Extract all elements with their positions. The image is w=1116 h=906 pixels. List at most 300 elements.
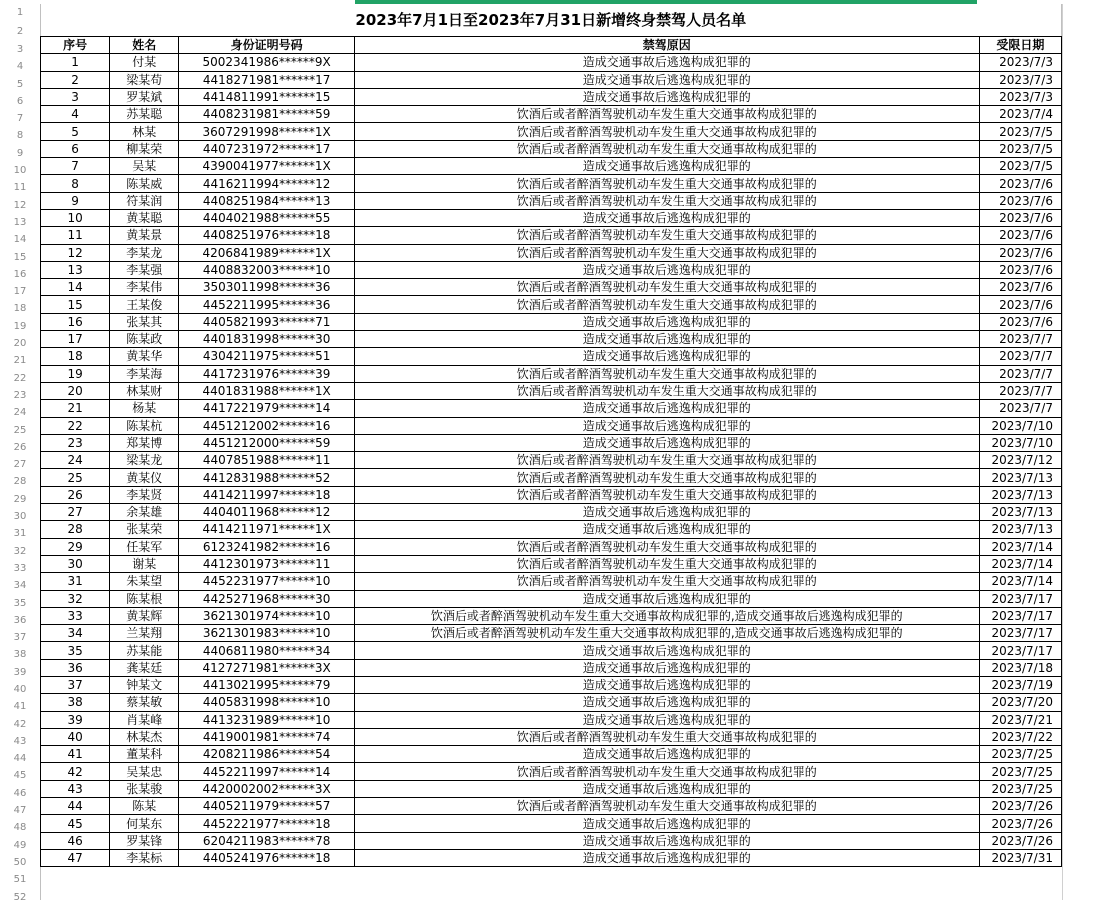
cell-name[interactable]: 吴某忠 bbox=[110, 763, 179, 780]
row-number[interactable]: 18 bbox=[13, 303, 27, 315]
cell-reason[interactable]: 造成交通事故后逃逸构成犯罪的 bbox=[354, 521, 979, 538]
cell-name[interactable]: 林某财 bbox=[110, 382, 179, 399]
sheet-title[interactable]: 2023年7月1日至2023年7月31日新增终身禁驾人员名单 bbox=[41, 4, 1062, 37]
cell-name[interactable]: 李某龙 bbox=[110, 244, 179, 261]
cell-date[interactable]: 2023/7/3 bbox=[979, 54, 1061, 71]
cell-name[interactable]: 梁某苟 bbox=[110, 71, 179, 88]
cell-id[interactable]: 4406811980******34 bbox=[179, 642, 355, 659]
cell-seq[interactable]: 39 bbox=[41, 711, 110, 728]
cell-date[interactable]: 2023/7/7 bbox=[979, 348, 1061, 365]
cell-date[interactable]: 2023/7/10 bbox=[979, 417, 1061, 434]
cell-date[interactable]: 2023/7/3 bbox=[979, 88, 1061, 105]
cell-reason[interactable]: 饮酒后或者醉酒驾驶机动车发生重大交通事故构成犯罪的 bbox=[354, 279, 979, 296]
cell-date[interactable]: 2023/7/21 bbox=[979, 711, 1061, 728]
cell-date[interactable]: 2023/7/6 bbox=[979, 296, 1061, 313]
cell-seq[interactable]: 45 bbox=[41, 815, 110, 832]
cell-reason[interactable]: 造成交通事故后逃逸构成犯罪的 bbox=[354, 348, 979, 365]
empty-cell[interactable] bbox=[179, 867, 355, 884]
cell-name[interactable]: 梁某龙 bbox=[110, 452, 179, 469]
cell-date[interactable]: 2023/7/13 bbox=[979, 521, 1061, 538]
cell-id[interactable]: 6204211983******78 bbox=[179, 832, 355, 849]
cell-id[interactable]: 4452221977******18 bbox=[179, 815, 355, 832]
cell-seq[interactable]: 12 bbox=[41, 244, 110, 261]
row-number[interactable]: 1 bbox=[16, 7, 24, 18]
cell-id[interactable]: 4417231976******39 bbox=[179, 365, 355, 382]
cell-reason[interactable]: 饮酒后或者醉酒驾驶机动车发生重大交通事故构成犯罪的 bbox=[354, 469, 979, 486]
row-number[interactable]: 25 bbox=[13, 424, 27, 436]
cell-date[interactable]: 2023/7/7 bbox=[979, 365, 1061, 382]
cell-id[interactable]: 4405821993******71 bbox=[179, 313, 355, 330]
cell-date[interactable]: 2023/7/14 bbox=[979, 573, 1061, 590]
cell-reason[interactable]: 饮酒后或者醉酒驾驶机动车发生重大交通事故构成犯罪的 bbox=[354, 798, 979, 815]
cell-reason[interactable]: 饮酒后或者醉酒驾驶机动车发生重大交通事故构成犯罪的 bbox=[354, 106, 979, 123]
cell-id[interactable]: 3503011998******36 bbox=[179, 279, 355, 296]
row-number[interactable]: 4 bbox=[16, 61, 24, 73]
cell-reason[interactable]: 饮酒后或者醉酒驾驶机动车发生重大交通事故构成犯罪的 bbox=[354, 538, 979, 555]
header-cell-seq[interactable]: 序号 bbox=[41, 37, 110, 54]
row-number[interactable]: 17 bbox=[13, 286, 27, 298]
cell-id[interactable]: 4419001981******74 bbox=[179, 728, 355, 745]
cell-date[interactable]: 2023/7/20 bbox=[979, 694, 1061, 711]
cell-date[interactable]: 2023/7/22 bbox=[979, 728, 1061, 745]
row-number[interactable]: 3 bbox=[16, 44, 24, 55]
cell-seq[interactable]: 17 bbox=[41, 331, 110, 348]
header-cell-id[interactable]: 身份证明号码 bbox=[179, 37, 355, 54]
cell-seq[interactable]: 27 bbox=[41, 504, 110, 521]
row-number[interactable]: 52 bbox=[13, 891, 27, 903]
cell-name[interactable]: 李某贤 bbox=[110, 486, 179, 503]
cell-seq[interactable]: 4 bbox=[41, 106, 110, 123]
header-cell-date[interactable]: 受限日期 bbox=[979, 37, 1061, 54]
cell-id[interactable]: 4405831998******10 bbox=[179, 694, 355, 711]
cell-name[interactable]: 李某伟 bbox=[110, 279, 179, 296]
empty-cell[interactable] bbox=[110, 867, 179, 884]
cell-name[interactable]: 付某 bbox=[110, 54, 179, 71]
cell-id[interactable]: 3607291998******1X bbox=[179, 123, 355, 140]
cell-id[interactable]: 4452211997******14 bbox=[179, 763, 355, 780]
cell-date[interactable]: 2023/7/13 bbox=[979, 504, 1061, 521]
cell-reason[interactable]: 饮酒后或者醉酒驾驶机动车发生重大交通事故构成犯罪的,造成交通事故后逃逸构成犯罪的 bbox=[354, 625, 979, 642]
cell-id[interactable]: 4412831988******52 bbox=[179, 469, 355, 486]
cell-name[interactable]: 符某润 bbox=[110, 192, 179, 209]
row-number[interactable]: 2 bbox=[16, 26, 24, 37]
cell-seq[interactable]: 30 bbox=[41, 555, 110, 572]
cell-id[interactable]: 4451212000******59 bbox=[179, 434, 355, 451]
cell-id[interactable]: 4127271981******3X bbox=[179, 659, 355, 676]
cell-id[interactable]: 4413231989******10 bbox=[179, 711, 355, 728]
table-row bbox=[41, 521, 1062, 538]
cell-date[interactable]: 2023/7/19 bbox=[979, 676, 1061, 693]
cell-reason[interactable]: 饮酒后或者醉酒驾驶机动车发生重大交通事故构成犯罪的 bbox=[354, 175, 979, 192]
header-cell-reason[interactable]: 禁驾原因 bbox=[354, 37, 979, 54]
cell-reason[interactable]: 饮酒后或者醉酒驾驶机动车发生重大交通事故构成犯罪的 bbox=[354, 140, 979, 157]
cell-id[interactable]: 5002341986******9X bbox=[179, 54, 355, 71]
cell-name[interactable]: 陈某政 bbox=[110, 331, 179, 348]
cell-date[interactable]: 2023/7/5 bbox=[979, 123, 1061, 140]
row-number[interactable]: 47 bbox=[13, 805, 27, 817]
cell-seq[interactable]: 16 bbox=[41, 313, 110, 330]
row-number[interactable]: 51 bbox=[13, 874, 27, 886]
cell-name[interactable]: 陈某杭 bbox=[110, 417, 179, 434]
cell-seq[interactable]: 42 bbox=[41, 763, 110, 780]
cell-reason[interactable]: 造成交通事故后逃逸构成犯罪的 bbox=[354, 832, 979, 849]
cell-id[interactable]: 4408251984******13 bbox=[179, 192, 355, 209]
cell-date[interactable]: 2023/7/31 bbox=[979, 849, 1061, 866]
cell-seq[interactable]: 22 bbox=[41, 417, 110, 434]
cell-seq[interactable]: 10 bbox=[41, 209, 110, 226]
cell-name[interactable]: 黄某辉 bbox=[110, 607, 179, 624]
cell-id[interactable]: 4408832003******10 bbox=[179, 261, 355, 278]
cell-seq[interactable]: 34 bbox=[41, 625, 110, 642]
cell-name[interactable]: 杨某 bbox=[110, 400, 179, 417]
row-number[interactable]: 12 bbox=[13, 199, 27, 211]
cell-date[interactable]: 2023/7/25 bbox=[979, 763, 1061, 780]
cell-date[interactable]: 2023/7/18 bbox=[979, 659, 1061, 676]
row-number[interactable]: 27 bbox=[13, 459, 27, 471]
row-number[interactable]: 7 bbox=[16, 113, 24, 125]
cell-seq[interactable]: 18 bbox=[41, 348, 110, 365]
cell-seq[interactable]: 29 bbox=[41, 538, 110, 555]
cell-reason[interactable]: 造成交通事故后逃逸构成犯罪的 bbox=[354, 780, 979, 797]
row-number[interactable]: 26 bbox=[13, 441, 27, 453]
row-number[interactable]: 19 bbox=[13, 320, 27, 332]
cell-date[interactable]: 2023/7/12 bbox=[979, 452, 1061, 469]
row-number[interactable]: 42 bbox=[13, 718, 27, 730]
cell-seq[interactable]: 7 bbox=[41, 158, 110, 175]
cell-name[interactable]: 董某科 bbox=[110, 746, 179, 763]
cell-id[interactable]: 6123241982******16 bbox=[179, 538, 355, 555]
cell-name[interactable]: 李某海 bbox=[110, 365, 179, 382]
cell-name[interactable]: 张某骏 bbox=[110, 780, 179, 797]
cell-id[interactable]: 4451212002******16 bbox=[179, 417, 355, 434]
cell-name[interactable]: 柳某荣 bbox=[110, 140, 179, 157]
cell-id[interactable]: 4418271981******17 bbox=[179, 71, 355, 88]
cell-seq[interactable]: 13 bbox=[41, 261, 110, 278]
cell-id[interactable]: 4404011968******12 bbox=[179, 504, 355, 521]
cell-date[interactable]: 2023/7/6 bbox=[979, 261, 1061, 278]
cell-id[interactable]: 4407231972******17 bbox=[179, 140, 355, 157]
cell-date[interactable]: 2023/7/14 bbox=[979, 538, 1061, 555]
cell-date[interactable]: 2023/7/6 bbox=[979, 313, 1061, 330]
cell-seq[interactable]: 44 bbox=[41, 798, 110, 815]
row-number[interactable]: 23 bbox=[13, 389, 27, 401]
cell-id[interactable]: 4414811991******15 bbox=[179, 88, 355, 105]
cell-reason[interactable]: 饮酒后或者醉酒驾驶机动车发生重大交通事故构成犯罪的 bbox=[354, 365, 979, 382]
cell-date[interactable]: 2023/7/26 bbox=[979, 798, 1061, 815]
cell-reason[interactable]: 造成交通事故后逃逸构成犯罪的 bbox=[354, 676, 979, 693]
row-number[interactable]: 38 bbox=[13, 649, 27, 661]
cell-seq[interactable]: 1 bbox=[41, 54, 110, 71]
cell-reason[interactable]: 饮酒后或者醉酒驾驶机动车发生重大交通事故构成犯罪的 bbox=[354, 763, 979, 780]
cell-reason[interactable]: 饮酒后或者醉酒驾驶机动车发生重大交通事故构成犯罪的 bbox=[354, 192, 979, 209]
cell-name[interactable]: 陈某 bbox=[110, 798, 179, 815]
cell-reason[interactable]: 造成交通事故后逃逸构成犯罪的 bbox=[354, 849, 979, 866]
cell-date[interactable]: 2023/7/17 bbox=[979, 590, 1061, 607]
cell-id[interactable]: 4413021995******79 bbox=[179, 676, 355, 693]
cell-id[interactable]: 4208211986******54 bbox=[179, 746, 355, 763]
row-number[interactable]: 35 bbox=[13, 597, 27, 609]
cell-seq[interactable]: 37 bbox=[41, 676, 110, 693]
row-number[interactable]: 45 bbox=[13, 770, 27, 782]
row-number[interactable]: 11 bbox=[13, 182, 27, 194]
row-number[interactable]: 22 bbox=[13, 372, 27, 384]
cell-date[interactable]: 2023/7/6 bbox=[979, 209, 1061, 226]
row-number[interactable]: 50 bbox=[13, 856, 27, 868]
cell-reason[interactable]: 造成交通事故后逃逸构成犯罪的 bbox=[354, 209, 979, 226]
row-number[interactable]: 41 bbox=[13, 701, 27, 713]
cell-seq[interactable]: 47 bbox=[41, 849, 110, 866]
cell-name[interactable]: 林某杰 bbox=[110, 728, 179, 745]
cell-id[interactable]: 4416211994******12 bbox=[179, 175, 355, 192]
cell-date[interactable]: 2023/7/17 bbox=[979, 607, 1061, 624]
cell-date[interactable]: 2023/7/5 bbox=[979, 158, 1061, 175]
cell-name[interactable]: 郑某博 bbox=[110, 434, 179, 451]
cell-reason[interactable]: 饮酒后或者醉酒驾驶机动车发生重大交通事故构成犯罪的 bbox=[354, 123, 979, 140]
cell-seq[interactable]: 15 bbox=[41, 296, 110, 313]
cell-date[interactable]: 2023/7/4 bbox=[979, 106, 1061, 123]
cell-name[interactable]: 黄某华 bbox=[110, 348, 179, 365]
empty-cell[interactable] bbox=[41, 867, 110, 884]
cell-reason[interactable]: 造成交通事故后逃逸构成犯罪的 bbox=[354, 711, 979, 728]
row-number[interactable]: 15 bbox=[13, 251, 27, 263]
cell-date[interactable]: 2023/7/13 bbox=[979, 486, 1061, 503]
cell-reason[interactable]: 造成交通事故后逃逸构成犯罪的 bbox=[354, 434, 979, 451]
cell-reason[interactable]: 造成交通事故后逃逸构成犯罪的 bbox=[354, 71, 979, 88]
cell-date[interactable]: 2023/7/17 bbox=[979, 642, 1061, 659]
cell-id[interactable]: 4412301973******11 bbox=[179, 555, 355, 572]
cell-reason[interactable]: 造成交通事故后逃逸构成犯罪的 bbox=[354, 331, 979, 348]
cell-id[interactable]: 3621301983******10 bbox=[179, 625, 355, 642]
cell-name[interactable]: 罗某斌 bbox=[110, 88, 179, 105]
cell-name[interactable]: 吴某 bbox=[110, 158, 179, 175]
table-row bbox=[41, 815, 1062, 832]
cell-seq[interactable]: 36 bbox=[41, 659, 110, 676]
cell-date[interactable]: 2023/7/13 bbox=[979, 469, 1061, 486]
empty-cell[interactable] bbox=[354, 867, 979, 884]
cell-seq[interactable]: 32 bbox=[41, 590, 110, 607]
row-number[interactable]: 40 bbox=[13, 683, 27, 695]
cell-id[interactable]: 4401831988******1X bbox=[179, 382, 355, 399]
cell-seq[interactable]: 28 bbox=[41, 521, 110, 538]
cell-name[interactable]: 任某军 bbox=[110, 538, 179, 555]
cell-date[interactable]: 2023/7/7 bbox=[979, 382, 1061, 399]
cell-id[interactable]: 4417221979******14 bbox=[179, 400, 355, 417]
cell-reason[interactable]: 饮酒后或者醉酒驾驶机动车发生重大交通事故构成犯罪的 bbox=[354, 296, 979, 313]
cell-id[interactable]: 3621301974******10 bbox=[179, 607, 355, 624]
cell-id[interactable]: 4401831998******30 bbox=[179, 331, 355, 348]
cell-seq[interactable]: 8 bbox=[41, 175, 110, 192]
cell-date[interactable]: 2023/7/25 bbox=[979, 780, 1061, 797]
cell-seq[interactable]: 26 bbox=[41, 486, 110, 503]
cell-id[interactable]: 4405211979******57 bbox=[179, 798, 355, 815]
cell-reason[interactable]: 造成交通事故后逃逸构成犯罪的 bbox=[354, 417, 979, 434]
cell-name[interactable]: 苏某能 bbox=[110, 642, 179, 659]
cell-name[interactable]: 钟某文 bbox=[110, 676, 179, 693]
cell-reason[interactable]: 造成交通事故后逃逸构成犯罪的 bbox=[354, 815, 979, 832]
row-number[interactable]: 46 bbox=[13, 787, 27, 799]
cell-seq[interactable]: 46 bbox=[41, 832, 110, 849]
cell-seq[interactable]: 31 bbox=[41, 573, 110, 590]
row-number[interactable]: 37 bbox=[13, 632, 27, 644]
cell-seq[interactable]: 19 bbox=[41, 365, 110, 382]
cell-reason[interactable]: 造成交通事故后逃逸构成犯罪的 bbox=[354, 746, 979, 763]
cell-seq[interactable]: 24 bbox=[41, 452, 110, 469]
row-number[interactable]: 28 bbox=[13, 476, 27, 488]
row-number[interactable]: 5 bbox=[16, 78, 24, 90]
row-number[interactable]: 32 bbox=[13, 545, 27, 557]
cell-date[interactable]: 2023/7/26 bbox=[979, 815, 1061, 832]
cell-reason[interactable]: 造成交通事故后逃逸构成犯罪的 bbox=[354, 158, 979, 175]
row-number[interactable]: 21 bbox=[13, 355, 27, 367]
cell-reason[interactable]: 饮酒后或者醉酒驾驶机动车发生重大交通事故构成犯罪的 bbox=[354, 382, 979, 399]
cell-id[interactable]: 4404021988******55 bbox=[179, 209, 355, 226]
cell-seq[interactable]: 20 bbox=[41, 382, 110, 399]
cell-name[interactable]: 林某 bbox=[110, 123, 179, 140]
row-number[interactable]: 49 bbox=[13, 839, 27, 851]
cell-id[interactable]: 4452231977******10 bbox=[179, 573, 355, 590]
row-number[interactable]: 30 bbox=[13, 511, 27, 523]
cell-seq[interactable]: 35 bbox=[41, 642, 110, 659]
cell-name[interactable]: 李某标 bbox=[110, 849, 179, 866]
row-number[interactable]: 39 bbox=[13, 666, 27, 678]
cell-seq[interactable]: 11 bbox=[41, 227, 110, 244]
cell-name[interactable]: 蔡某敏 bbox=[110, 694, 179, 711]
cell-name[interactable]: 谢某 bbox=[110, 555, 179, 572]
cell-id[interactable]: 4407851988******11 bbox=[179, 452, 355, 469]
cell-reason[interactable]: 造成交通事故后逃逸构成犯罪的 bbox=[354, 694, 979, 711]
row-number[interactable]: 10 bbox=[13, 165, 27, 177]
cell-seq[interactable]: 9 bbox=[41, 192, 110, 209]
cell-id[interactable]: 4304211975******51 bbox=[179, 348, 355, 365]
row-number[interactable]: 24 bbox=[13, 407, 27, 419]
cell-seq[interactable]: 43 bbox=[41, 780, 110, 797]
cell-seq[interactable]: 23 bbox=[41, 434, 110, 451]
cell-date[interactable]: 2023/7/6 bbox=[979, 279, 1061, 296]
cell-id[interactable]: 4420002002******3X bbox=[179, 780, 355, 797]
cell-name[interactable]: 陈某威 bbox=[110, 175, 179, 192]
row-number[interactable]: 13 bbox=[13, 216, 27, 228]
cell-reason[interactable]: 饮酒后或者醉酒驾驶机动车发生重大交通事故构成犯罪的 bbox=[354, 573, 979, 590]
cell-name[interactable]: 陈某根 bbox=[110, 590, 179, 607]
row-number[interactable]: 6 bbox=[16, 95, 24, 107]
row-number[interactable]: 44 bbox=[13, 753, 27, 765]
cell-date[interactable]: 2023/7/6 bbox=[979, 227, 1061, 244]
cell-reason[interactable]: 造成交通事故后逃逸构成犯罪的 bbox=[354, 313, 979, 330]
cell-date[interactable]: 2023/7/6 bbox=[979, 244, 1061, 261]
row-number[interactable]: 48 bbox=[13, 822, 27, 834]
cell-id[interactable]: 4206841989******1X bbox=[179, 244, 355, 261]
cell-seq[interactable]: 14 bbox=[41, 279, 110, 296]
cell-seq[interactable]: 40 bbox=[41, 728, 110, 745]
cell-id[interactable]: 4414211997******18 bbox=[179, 486, 355, 503]
cell-reason[interactable]: 饮酒后或者醉酒驾驶机动车发生重大交通事故构成犯罪的 bbox=[354, 227, 979, 244]
cell-seq[interactable]: 25 bbox=[41, 469, 110, 486]
cell-reason[interactable]: 造成交通事故后逃逸构成犯罪的 bbox=[354, 54, 979, 71]
cell-reason[interactable]: 造成交通事故后逃逸构成犯罪的 bbox=[354, 261, 979, 278]
cell-date[interactable]: 2023/7/7 bbox=[979, 400, 1061, 417]
cell-id[interactable]: 4405241976******18 bbox=[179, 849, 355, 866]
cell-date[interactable]: 2023/7/7 bbox=[979, 331, 1061, 348]
cell-date[interactable]: 2023/7/10 bbox=[979, 434, 1061, 451]
cell-name[interactable]: 朱某望 bbox=[110, 573, 179, 590]
row-number[interactable]: 36 bbox=[13, 614, 27, 626]
cell-seq[interactable]: 21 bbox=[41, 400, 110, 417]
row-number[interactable]: 20 bbox=[13, 338, 27, 350]
cell-seq[interactable]: 5 bbox=[41, 123, 110, 140]
cell-id[interactable]: 4408231981******59 bbox=[179, 106, 355, 123]
cell-seq[interactable]: 6 bbox=[41, 140, 110, 157]
cell-id[interactable]: 4390041977******1X bbox=[179, 158, 355, 175]
cell-date[interactable]: 2023/7/25 bbox=[979, 746, 1061, 763]
cell-name[interactable]: 龚某廷 bbox=[110, 659, 179, 676]
row-number[interactable]: 16 bbox=[13, 268, 27, 280]
cell-reason[interactable]: 饮酒后或者醉酒驾驶机动车发生重大交通事故构成犯罪的 bbox=[354, 452, 979, 469]
cell-seq[interactable]: 38 bbox=[41, 694, 110, 711]
cell-reason[interactable]: 造成交通事故后逃逸构成犯罪的 bbox=[354, 400, 979, 417]
cell-name[interactable]: 李某强 bbox=[110, 261, 179, 278]
row-number[interactable]: 33 bbox=[13, 562, 27, 574]
row-number[interactable]: 31 bbox=[13, 528, 27, 540]
empty-cell[interactable] bbox=[979, 867, 1061, 884]
cell-reason[interactable]: 造成交通事故后逃逸构成犯罪的 bbox=[354, 504, 979, 521]
cell-name[interactable]: 何某东 bbox=[110, 815, 179, 832]
cell-name[interactable]: 罗某锋 bbox=[110, 832, 179, 849]
cell-name[interactable]: 苏某聪 bbox=[110, 106, 179, 123]
row-number[interactable]: 43 bbox=[13, 735, 27, 747]
cell-seq[interactable]: 3 bbox=[41, 88, 110, 105]
cell-reason[interactable]: 饮酒后或者醉酒驾驶机动车发生重大交通事故构成犯罪的 bbox=[354, 555, 979, 572]
row-number[interactable]: 14 bbox=[13, 234, 27, 246]
cell-name[interactable]: 肖某峰 bbox=[110, 711, 179, 728]
cell-name[interactable]: 黄某景 bbox=[110, 227, 179, 244]
cell-reason[interactable]: 造成交通事故后逃逸构成犯罪的 bbox=[354, 659, 979, 676]
cell-reason[interactable]: 造成交通事故后逃逸构成犯罪的 bbox=[354, 642, 979, 659]
cell-reason[interactable]: 饮酒后或者醉酒驾驶机动车发生重大交通事故构成犯罪的 bbox=[354, 728, 979, 745]
cell-seq[interactable]: 41 bbox=[41, 746, 110, 763]
cell-name[interactable]: 黄某仪 bbox=[110, 469, 179, 486]
cell-seq[interactable]: 33 bbox=[41, 607, 110, 624]
header-cell-name[interactable]: 姓名 bbox=[110, 37, 179, 54]
cell-date[interactable]: 2023/7/6 bbox=[979, 175, 1061, 192]
cell-name[interactable]: 张某荣 bbox=[110, 521, 179, 538]
cell-reason[interactable]: 饮酒后或者醉酒驾驶机动车发生重大交通事故构成犯罪的 bbox=[354, 244, 979, 261]
cell-name[interactable]: 兰某翔 bbox=[110, 625, 179, 642]
cell-reason[interactable]: 饮酒后或者醉酒驾驶机动车发生重大交通事故构成犯罪的 bbox=[354, 486, 979, 503]
cell-id[interactable]: 4414211971******1X bbox=[179, 521, 355, 538]
row-number[interactable]: 8 bbox=[16, 130, 24, 142]
cell-seq[interactable]: 2 bbox=[41, 71, 110, 88]
cell-date[interactable]: 2023/7/14 bbox=[979, 555, 1061, 572]
cell-reason[interactable]: 造成交通事故后逃逸构成犯罪的 bbox=[354, 88, 979, 105]
cell-date[interactable]: 2023/7/5 bbox=[979, 140, 1061, 157]
row-number[interactable]: 9 bbox=[16, 147, 24, 159]
cell-name[interactable]: 王某俊 bbox=[110, 296, 179, 313]
cell-id[interactable]: 4408251976******18 bbox=[179, 227, 355, 244]
cell-name[interactable]: 黄某聪 bbox=[110, 209, 179, 226]
cell-date[interactable]: 2023/7/17 bbox=[979, 625, 1061, 642]
row-number[interactable]: 34 bbox=[13, 580, 27, 592]
cell-date[interactable]: 2023/7/3 bbox=[979, 71, 1061, 88]
cell-id[interactable]: 4452211995******36 bbox=[179, 296, 355, 313]
cell-name[interactable]: 张某其 bbox=[110, 313, 179, 330]
row-number[interactable]: 29 bbox=[13, 493, 27, 505]
cell-reason[interactable]: 造成交通事故后逃逸构成犯罪的 bbox=[354, 590, 979, 607]
cell-date[interactable]: 2023/7/6 bbox=[979, 192, 1061, 209]
cell-id[interactable]: 4425271968******30 bbox=[179, 590, 355, 607]
cell-date[interactable]: 2023/7/26 bbox=[979, 832, 1061, 849]
cell-reason[interactable]: 饮酒后或者醉酒驾驶机动车发生重大交通事故构成犯罪的,造成交通事故后逃逸构成犯罪的 bbox=[354, 607, 979, 624]
cell-name[interactable]: 余某雄 bbox=[110, 504, 179, 521]
